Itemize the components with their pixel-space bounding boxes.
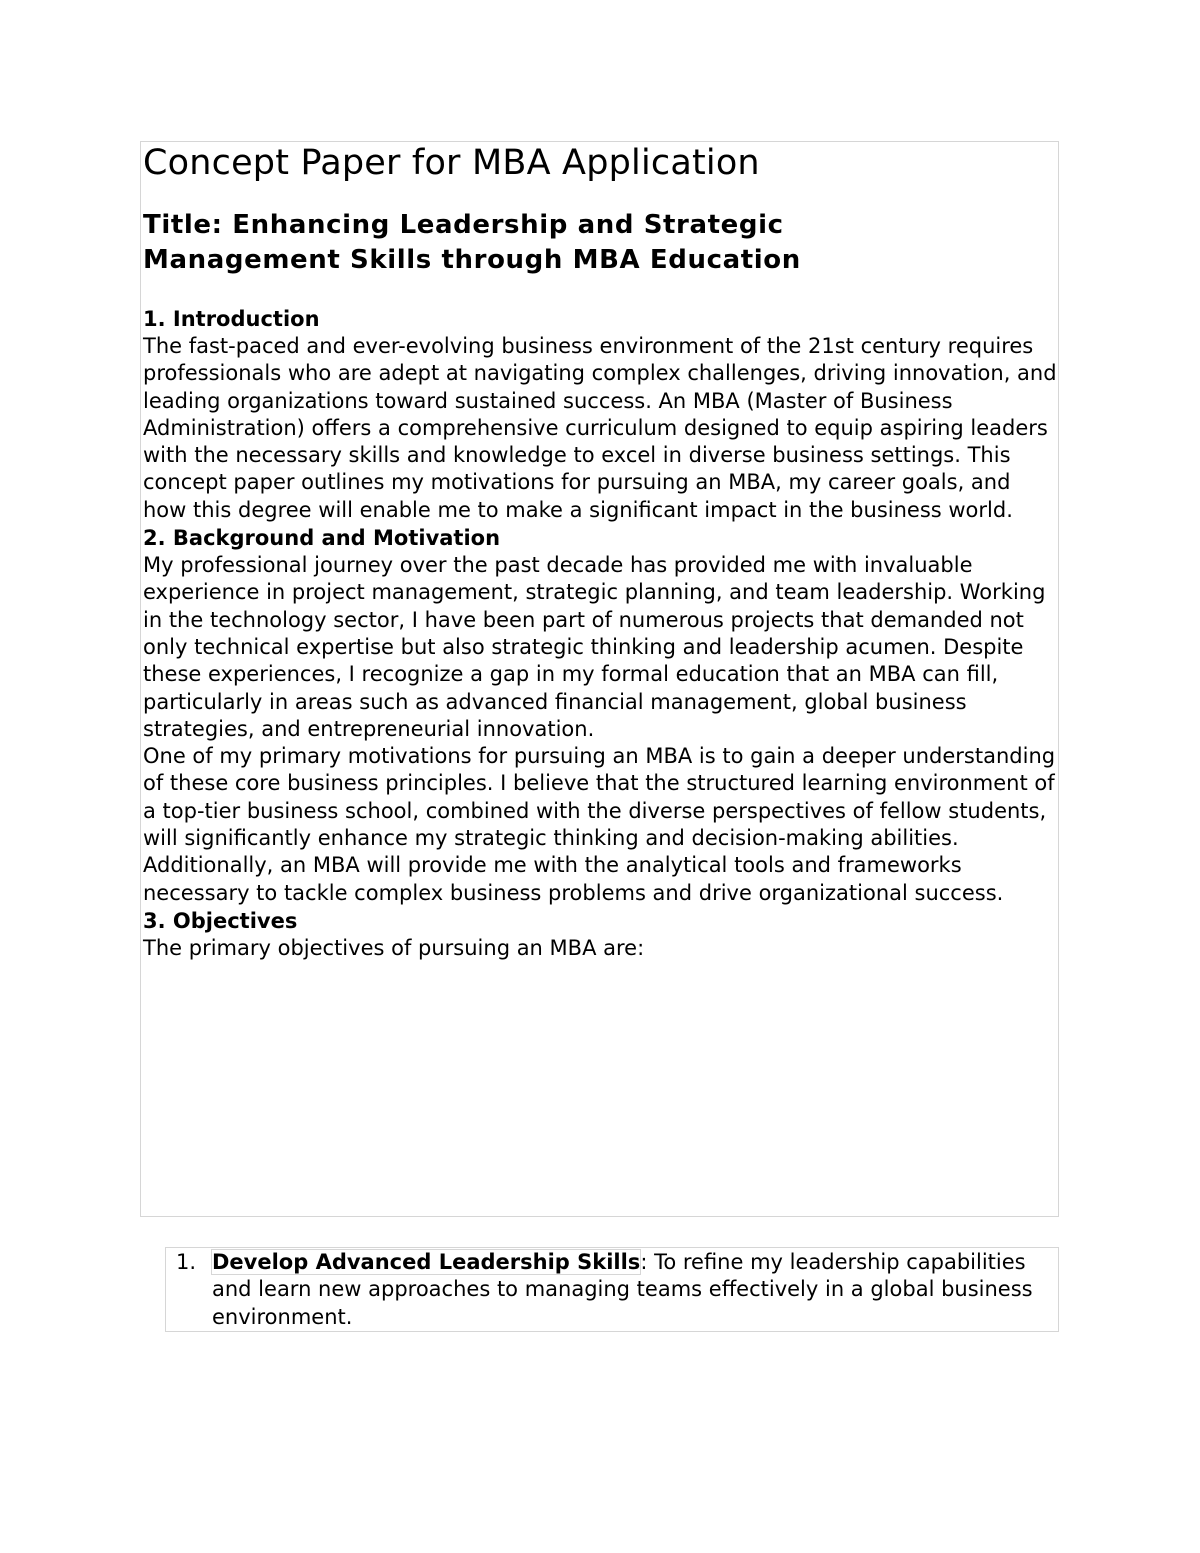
background-paragraph-1: My professional journey over the past decade has provided me with invaluable experience in project management, strategic planning, and team leadership. Working in the technology sector, I have been part of numerous projects that demanded not only technical expertise but also strategic thinking and leadership acumen. Despite these experiences, I recognize a gap in my formal education that an MBA can fill, particularly in areas such as advanced financial management, global business strategies, and entrepreneurial innovation. xyxy=(143,553,1046,741)
list-item-description: : To refine my leadership capabilities and learn new approaches to managing teams effectively in a global business environment. xyxy=(212,1250,1033,1329)
list-item-text xyxy=(212,1249,1052,1331)
subtitle-line-1: Title: Enhancing Leadership and Strategic xyxy=(143,210,784,240)
objectives-list xyxy=(165,1247,1059,1332)
section-heading-background: 2. Background and Motivation xyxy=(143,526,501,551)
document-title: Concept Paper for MBA Application xyxy=(143,143,760,183)
section-heading-introduction: 1. Introduction xyxy=(143,307,320,331)
document-content xyxy=(140,141,1059,1217)
list-item-number: 1. xyxy=(176,1250,197,1274)
section-heading-objectives: 3. Objectives xyxy=(143,908,298,933)
list-item-label: Develop Advanced Leadership Skills xyxy=(212,1250,641,1274)
subtitle-line-2: Management Skills through MBA Education xyxy=(143,245,801,275)
document-subtitle xyxy=(143,208,1058,278)
objectives-intro-paragraph: The primary objectives of pursuing an MBA are: xyxy=(143,935,645,960)
introduction-paragraph: The fast-paced and ever-evolving business environment of the 21st century requires professionals who are adept at navigating complex challenges, driving innovation, and leading organizations toward sustained success. An MBA (Master of Business Administration) offers a comprehensive curriculum designed to equip aspiring leaders with the necessary skills and knowledge to excel in diverse business settings. This concept paper outlines my motivations for pursuing an MBA, my career goals, and how this degree will enable me to make a significant impact in the business world. xyxy=(143,334,1057,522)
background-paragraph-2: One of my primary motivations for pursuing an MBA is to gain a deeper understanding of these core business principles. I believe that the structured learning environment of a top-tier business school, combined with the diverse perspectives of fellow students, will significantly enhance my strategic thinking and decision-making abilities. Additionally, an MBA will provide me with the analytical tools and frameworks necessary to tackle complex business problems and drive organizational success. xyxy=(143,744,1056,905)
